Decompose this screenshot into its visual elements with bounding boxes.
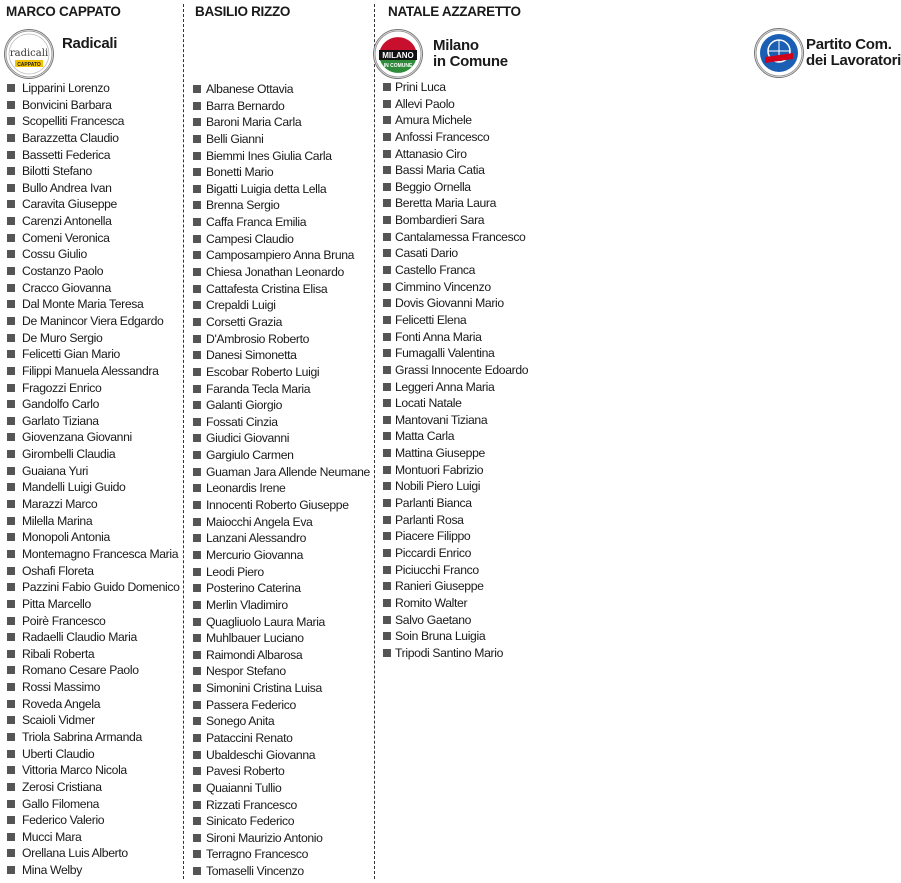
list-item: Prini Luca bbox=[377, 79, 550, 96]
list-item: Ranieri Giuseppe bbox=[377, 578, 550, 595]
list-item: Sinicato Federico bbox=[186, 813, 370, 830]
list-item: Castello Franca bbox=[377, 262, 550, 279]
list-item: Filippi Manuela Alessandra bbox=[0, 363, 180, 380]
list-item: Posterino Caterina bbox=[186, 580, 370, 597]
list-item: Amura Michele bbox=[377, 112, 550, 129]
list-item: Federico Valerio bbox=[0, 812, 180, 829]
list-item: Carenzi Antonella bbox=[0, 213, 180, 230]
list-item: Milella Marina bbox=[0, 513, 180, 530]
list-item: Scopelliti Francesca bbox=[0, 113, 180, 130]
list-item: Parlanti Bianca bbox=[377, 495, 550, 512]
list-item: Rizzati Francesco bbox=[186, 797, 370, 814]
list-item: Mucci Mara bbox=[0, 829, 180, 846]
list-item: D'Ambrosio Roberto bbox=[186, 331, 370, 348]
svg-text:radicali: radicali bbox=[9, 48, 49, 59]
list-item: Cantalamessa Francesco bbox=[377, 229, 550, 246]
partito-comunista-lavoratori-logo bbox=[754, 28, 804, 78]
list-item: Muhlbauer Luciano bbox=[186, 630, 370, 647]
list-item: Beggio Ornella bbox=[377, 179, 550, 196]
party-name-line: Partito Com. bbox=[806, 36, 892, 53]
list-item: Quaianni Tullio bbox=[186, 780, 370, 797]
list-item: Albanese Ottavia bbox=[186, 81, 370, 98]
list-item: Escobar Roberto Luigi bbox=[186, 364, 370, 381]
list-item: Gargiulo Carmen bbox=[186, 447, 370, 464]
list-item: Leodi Piero bbox=[186, 564, 370, 581]
list-item: Maiocchi Angela Eva bbox=[186, 514, 370, 531]
list-item: Mandelli Luigi Guido bbox=[0, 479, 180, 496]
list-item: Bassetti Federica bbox=[0, 147, 180, 164]
list-item: Gandolfo Carlo bbox=[0, 396, 180, 413]
list-item: Bonetti Mario bbox=[186, 164, 370, 181]
list-item: Simonini Cristina Luisa bbox=[186, 680, 370, 697]
list-item: Quagliuolo Laura Maria bbox=[186, 614, 370, 631]
list-item: Roveda Angela bbox=[0, 696, 180, 713]
list-item: Matta Carla bbox=[377, 428, 550, 445]
list-item: Beretta Maria Laura bbox=[377, 195, 550, 212]
party-name-line: Milano bbox=[433, 37, 479, 54]
list-item: Innocenti Roberto Giuseppe bbox=[186, 497, 370, 514]
list-item: Dal Monte Maria Teresa bbox=[0, 296, 180, 313]
list-item: Felicetti Elena bbox=[377, 312, 550, 329]
svg-text:MILANO: MILANO bbox=[382, 51, 414, 60]
list-item: Cossu Giulio bbox=[0, 246, 180, 263]
list-item: Biemmi Ines Giulia Carla bbox=[186, 148, 370, 165]
list-item: Giovenzana Giovanni bbox=[0, 429, 180, 446]
list-item: Monopoli Antonia bbox=[0, 529, 180, 546]
list-item: Oshafi Floreta bbox=[0, 563, 180, 580]
list-item: Crepaldi Luigi bbox=[186, 297, 370, 314]
candidate-list bbox=[186, 81, 370, 880]
party-name bbox=[806, 37, 901, 69]
list-item: Montuori Fabrizio bbox=[377, 462, 550, 479]
list-item: Orellana Luis Alberto bbox=[0, 845, 180, 862]
list-item: Mantovani Tiziana bbox=[377, 412, 550, 429]
list-item: De Muro Sergio bbox=[0, 330, 180, 347]
list-item: Attanasio Ciro bbox=[377, 146, 550, 163]
list-item: Montemagno Francesca Maria bbox=[0, 546, 180, 563]
list-item: Parlanti Rosa bbox=[377, 512, 550, 529]
list-item: Guaiana Yuri bbox=[0, 463, 180, 480]
list-item: Caravita Giuseppe bbox=[0, 196, 180, 213]
candidate-name: NATALE AZZARETTO bbox=[388, 4, 521, 19]
list-item: Leonardis Irene bbox=[186, 480, 370, 497]
list-item: Fragozzi Enrico bbox=[0, 380, 180, 397]
list-item: Guaman Jara Allende Neumane bbox=[186, 464, 370, 481]
list-item: Caffa Franca Emilia bbox=[186, 214, 370, 231]
list-item: Piacere Filippo bbox=[377, 528, 550, 545]
list-item: Bilotti Stefano bbox=[0, 163, 180, 180]
candidate-list bbox=[377, 79, 550, 661]
list-item: Lipparini Lorenzo bbox=[0, 80, 180, 97]
list-item: Casati Dario bbox=[377, 245, 550, 262]
list-item: Merlin Vladimiro bbox=[186, 597, 370, 614]
list-item: Corsetti Grazia bbox=[186, 314, 370, 331]
list-item: Belli Gianni bbox=[186, 131, 370, 148]
party-name bbox=[62, 36, 117, 52]
list-item: Fumagalli Valentina bbox=[377, 345, 550, 362]
list-item: Fonti Anna Maria bbox=[377, 329, 550, 346]
list-item: Romito Walter bbox=[377, 595, 550, 612]
list-item: Bigatti Luigia detta Lella bbox=[186, 181, 370, 198]
list-item: Rossi Massimo bbox=[0, 679, 180, 696]
column-azzaretto bbox=[377, 0, 901, 883]
list-item: Triola Sabrina Armanda bbox=[0, 729, 180, 746]
list-item: Poirè Francesco bbox=[0, 613, 180, 630]
list-item: Faranda Tecla Maria bbox=[186, 381, 370, 398]
list-item: Pavesi Roberto bbox=[186, 763, 370, 780]
list-item: Tomaselli Vincenzo bbox=[186, 863, 370, 880]
list-item: Girombelli Claudia bbox=[0, 446, 180, 463]
list-item: Cracco Giovanna bbox=[0, 280, 180, 297]
list-item: Campesi Claudio bbox=[186, 231, 370, 248]
list-item: Pazzini Fabio Guido Domenico bbox=[0, 579, 180, 596]
party-name-line: Radicali bbox=[62, 35, 118, 52]
list-item: Mina Welby bbox=[0, 862, 180, 879]
list-item: Sonego Anita bbox=[186, 713, 370, 730]
list-item: Anfossi Francesco bbox=[377, 129, 550, 146]
candidate-name: BASILIO RIZZO bbox=[195, 4, 291, 19]
list-item: Fossati Cinzia bbox=[186, 414, 370, 431]
list-item: Piciucchi Franco bbox=[377, 562, 550, 579]
list-item: Cattafesta Cristina Elisa bbox=[186, 281, 370, 298]
list-item: Baroni Maria Carla bbox=[186, 114, 370, 131]
svg-text:IN COMUNE: IN COMUNE bbox=[383, 63, 413, 69]
candidate-name: MARCO CAPPATO bbox=[6, 4, 121, 19]
column-divider bbox=[183, 4, 184, 879]
list-item: Barra Bernardo bbox=[186, 98, 370, 115]
list-item: Sironi Maurizio Antonio bbox=[186, 830, 370, 847]
column-divider bbox=[374, 4, 375, 879]
list-item: Bombardieri Sara bbox=[377, 212, 550, 229]
list-item: Ubaldeschi Giovanna bbox=[186, 747, 370, 764]
list-item: Danesi Simonetta bbox=[186, 347, 370, 364]
list-item: Pataccini Renato bbox=[186, 730, 370, 747]
list-item: Terragno Francesco bbox=[186, 846, 370, 863]
list-item: Mercurio Giovanna bbox=[186, 547, 370, 564]
list-item: Allevi Paolo bbox=[377, 96, 550, 113]
list-item: Brenna Sergio bbox=[186, 197, 370, 214]
list-item: Bassi Maria Catia bbox=[377, 162, 550, 179]
list-item: Galanti Giorgio bbox=[186, 397, 370, 414]
list-item: Comeni Veronica bbox=[0, 230, 180, 247]
list-item: Marazzi Marco bbox=[0, 496, 180, 513]
list-item: Passera Federico bbox=[186, 697, 370, 714]
list-item: Uberti Claudio bbox=[0, 746, 180, 763]
list-item: Nespor Stefano bbox=[186, 663, 370, 680]
list-item: Romano Cesare Paolo bbox=[0, 662, 180, 679]
list-item: Felicetti Gian Mario bbox=[0, 346, 180, 363]
list-item: Garlato Tiziana bbox=[0, 413, 180, 430]
list-item: Soin Bruna Luigia bbox=[377, 628, 550, 645]
list-item: Vittoria Marco Nicola bbox=[0, 762, 180, 779]
list-item: Leggeri Anna Maria bbox=[377, 379, 550, 396]
party-name-line: dei Lavoratori bbox=[806, 52, 901, 69]
list-item: Grassi Innocente Edoardo bbox=[377, 362, 550, 379]
list-item: Zerosi Cristiana bbox=[0, 779, 180, 796]
list-item: Piccardi Enrico bbox=[377, 545, 550, 562]
column-cappato bbox=[0, 0, 180, 883]
list-item: Tripodi Santino Mario bbox=[377, 645, 550, 662]
list-item: Chiesa Jonathan Leonardo bbox=[186, 264, 370, 281]
list-item: Camposampiero Anna Bruna bbox=[186, 247, 370, 264]
candidate-list bbox=[0, 80, 180, 879]
list-item: Gallo Filomena bbox=[0, 796, 180, 813]
radicali-logo bbox=[4, 29, 54, 79]
list-item: Bonvicini Barbara bbox=[0, 97, 180, 114]
list-item: Costanzo Paolo bbox=[0, 263, 180, 280]
list-item: De Manincor Viera Edgardo bbox=[0, 313, 180, 330]
list-item: Giudici Giovanni bbox=[186, 430, 370, 447]
list-item: Raimondi Albarosa bbox=[186, 647, 370, 664]
party-name-line: in Comune bbox=[433, 53, 508, 70]
list-item: Salvo Gaetano bbox=[377, 612, 550, 629]
list-item: Pitta Marcello bbox=[0, 596, 180, 613]
list-item: Ribali Roberta bbox=[0, 646, 180, 663]
list-item: Locati Natale bbox=[377, 395, 550, 412]
list-item: Mattina Giuseppe bbox=[377, 445, 550, 462]
list-item: Bullo Andrea Ivan bbox=[0, 180, 180, 197]
list-item: Scaioli Vidmer bbox=[0, 712, 180, 729]
svg-text:CAPPATO: CAPPATO bbox=[17, 62, 41, 68]
list-item: Nobili Piero Luigi bbox=[377, 478, 550, 495]
list-item: Barazzetta Claudio bbox=[0, 130, 180, 147]
list-item: Radaelli Claudio Maria bbox=[0, 629, 180, 646]
list-item: Dovis Giovanni Mario bbox=[377, 295, 550, 312]
list-item: Lanzani Alessandro bbox=[186, 530, 370, 547]
list-item: Cimmino Vincenzo bbox=[377, 279, 550, 296]
